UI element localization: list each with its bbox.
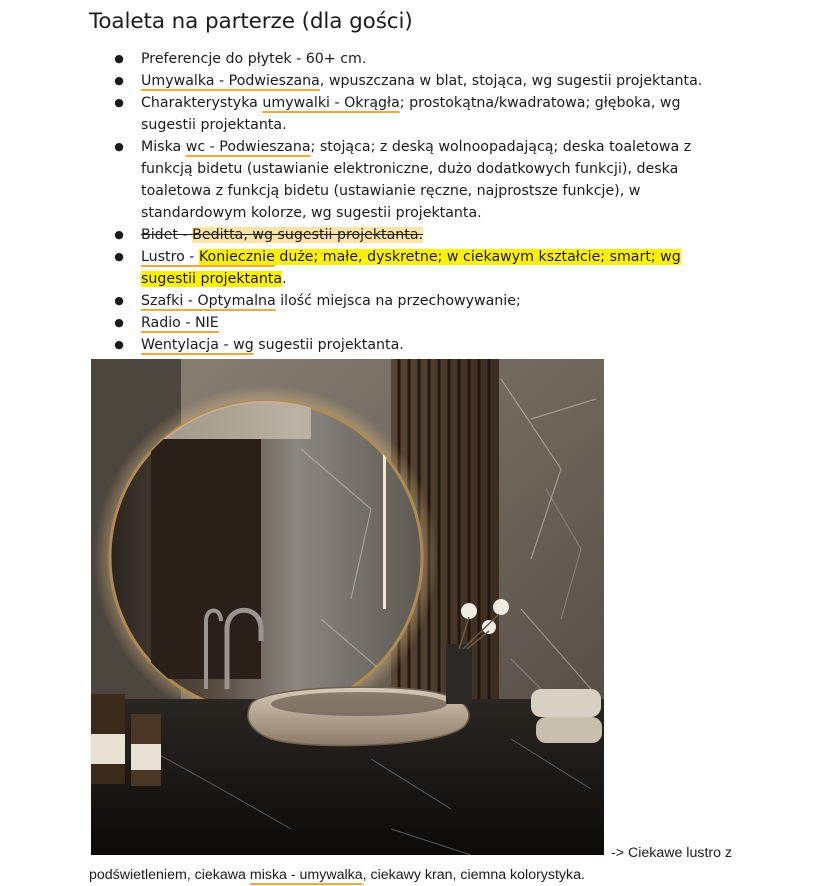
- vase: [446, 644, 472, 704]
- bathroom-illustration: [91, 359, 604, 855]
- list-item-wc-bowl: [113, 136, 733, 224]
- bullet-icon: ●: [114, 52, 124, 65]
- item-text: .: [282, 271, 287, 287]
- caption-line-2: [89, 864, 749, 886]
- struck-highlighted-text[interactable]: Beditta, wg sugestii projektanta.: [192, 227, 424, 243]
- list-item-mirror: [113, 246, 733, 290]
- commented-text[interactable]: Wentylacja - wg: [141, 337, 254, 353]
- cotton-flower: [461, 603, 477, 619]
- rolled-towel: [536, 717, 602, 743]
- caption-line-1: -> Ciekawe lustro z: [611, 845, 733, 861]
- item-text: ; prostokątna/kwadratowa; głęboka, wg sugestii projektanta.: [141, 95, 681, 133]
- cotton-flower: [493, 599, 509, 615]
- bullet-icon: ●: [114, 294, 124, 307]
- bullet-icon: ●: [114, 228, 124, 241]
- rolled-towel: [531, 689, 601, 717]
- list-item-radio: [113, 312, 733, 334]
- item-text: Miska: [141, 139, 186, 155]
- item-text: , wpuszczana w blat, stojąca, wg sugestii projektanta.: [319, 73, 703, 89]
- commented-text[interactable]: Radio - NIE: [141, 315, 219, 331]
- commented-text[interactable]: Umywalka - Podwieszana: [141, 73, 320, 89]
- item-text: Charakterystyka: [141, 95, 263, 111]
- basin-bowl: [271, 692, 447, 716]
- commented-text[interactable]: umywalki - Okrągła: [262, 95, 400, 111]
- item-text: ; stojąca; z deską wolnoopadającą; deska toaletowa z funkcją bidetu (ustawianie elektroniczne, dużo dodatkowych funkcji), deska toaletowa z funkcją bidetu (ustawianie ręczne, najprostsze funkcje), w standardowym kolorze, wg sugestii projektanta.: [141, 139, 692, 221]
- list-item-washbasin-shape: [113, 92, 733, 136]
- highlighted-commented-text[interactable]: Koniecznie: [198, 249, 275, 265]
- item-text: Preferencje do płytek - 60+ cm.: [141, 51, 367, 67]
- bottle-label: [91, 734, 125, 764]
- caption-text: podświetleniem, ciekawa: [89, 867, 250, 883]
- item-text: ilość miejsca na przechowywanie;: [275, 293, 521, 309]
- commented-text[interactable]: miska - umywalka: [249, 867, 363, 883]
- list-item-ventilation: [113, 334, 733, 356]
- caption-text: , ciekawy kran, ciemna kolorystyka.: [362, 867, 585, 883]
- bullet-icon: ●: [114, 96, 124, 109]
- bullet-icon: ●: [114, 250, 124, 263]
- image-caption: [89, 842, 749, 886]
- list-item-washbasin: [113, 70, 733, 92]
- list-item-tiles: [113, 48, 733, 70]
- bullet-icon: ●: [114, 338, 124, 351]
- commented-text[interactable]: Szafki - Optymalna: [141, 293, 276, 309]
- list-item-bidet: [113, 224, 733, 246]
- commented-text[interactable]: Lustro -: [141, 249, 199, 265]
- requirements-list: [113, 48, 733, 356]
- item-text: sugestii projektanta.: [253, 337, 404, 353]
- section-heading: Toaleta na parterze (dla gości): [89, 9, 413, 34]
- bathroom-photo: [91, 359, 604, 855]
- bullet-icon: ●: [114, 316, 124, 329]
- bullet-icon: ●: [114, 74, 124, 87]
- highlighted-text[interactable]: duże; małe, dyskretne; w ciekawym kształcie; smart; wg sugestii projektanta: [141, 249, 681, 287]
- bottle-label: [131, 744, 161, 770]
- struck-text: Bidet -: [141, 227, 193, 243]
- commented-text[interactable]: wc - Podwieszana: [185, 139, 311, 155]
- bullet-icon: ●: [114, 140, 124, 153]
- list-item-cabinets: [113, 290, 733, 312]
